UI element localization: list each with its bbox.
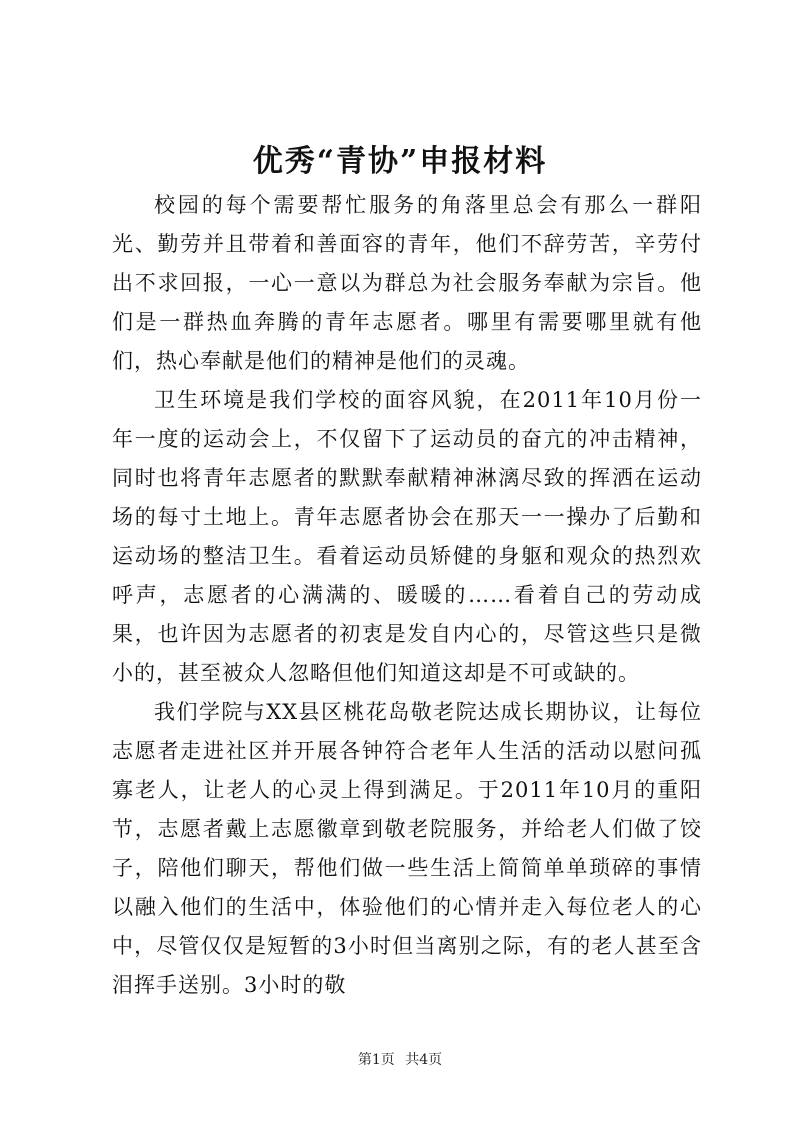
page-footer [0,1050,800,1070]
page-total: 共4页 [405,1052,443,1068]
paragraph-3: 我们学院与XX县区桃花岛敬老院达成长期协议，让每位志愿者走进社区并开展各钟符合老年人生活的活动以慰问孤寡老人，让老人的心灵上得到满足。于2011年10月的重阳节，志愿者戴上志愿徽章到敬老院服务，并给老人们做了饺子，陪他们聊天，帮他们做一些生活上简简单单琐碎的事情以融入他们的生活中，体验他们的心情并走入每位老人的心中，尽管仅仅是短暂的3小时但当离别之际，有的老人甚至含泪挥手送别。3小时的敬 [112,700,702,997]
document-title: 优秀“青协”申报材料 [252,144,548,179]
paragraph-2: 卫生环境是我们学校的面容风貌，在2011年10月份一年一度的运动会上，不仅留下了运动员的奋亢的冲击精神，同时也将青年志愿者的默默奉献精神淋漓尽致的挥洒在运动场的每寸土地上。青年志愿者协会在那天一一操办了后勤和运动场的整洁卫生。看着运动员矫健的身躯和观众的热烈欢呼声，志愿者的心满满的、暖暖的……看着自己的劳动成果，也许因为志愿者的初衷是发自内心的，尽管这些只是微小的，甚至被众人忽略但他们知道这却是不可或缺的。 [112,388,702,685]
paragraph-1: 校园的每个需要帮忙服务的角落里总会有那么一群阳光、勤劳并且带着和善面容的青年，他们不辞劳苦，辛劳付出不求回报，一心一意以为群总为社会服务奉献为宗旨。他们是一群热血奔腾的青年志愿者。哪里有需要哪里就有他们，热心奉献是他们的精神是他们的灵魂。 [112,193,702,373]
document-body [112,186,702,1005]
page-number: 第1页 [357,1052,395,1068]
